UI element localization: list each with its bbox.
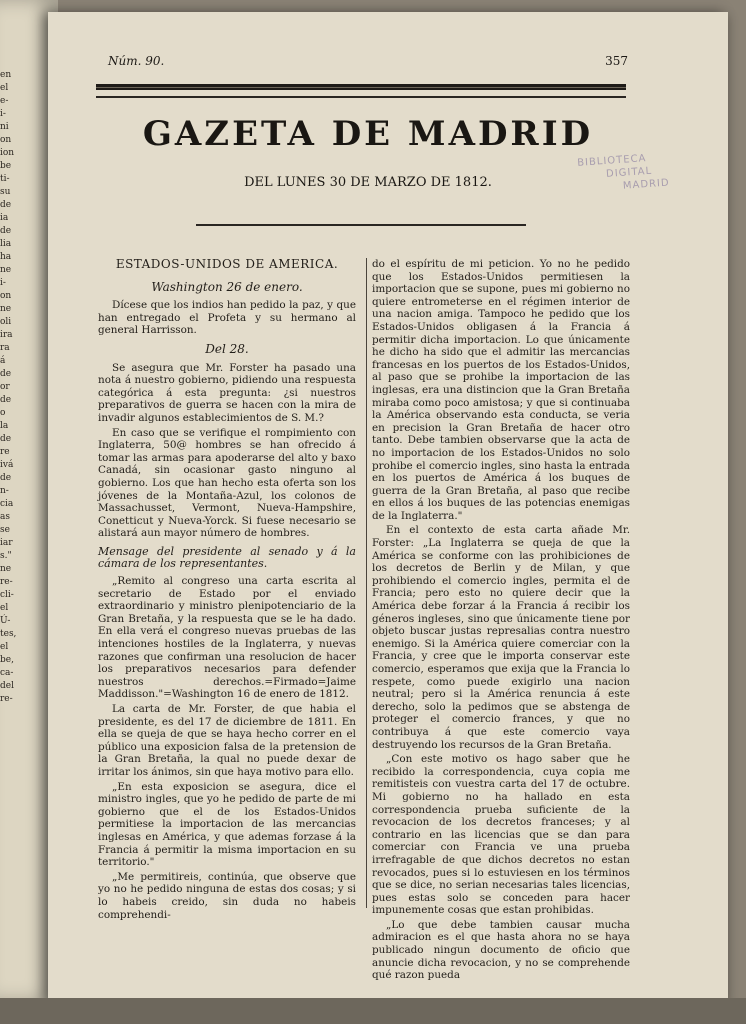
left-page-fragment: or bbox=[0, 382, 10, 392]
left-page-fragment: lia bbox=[0, 239, 12, 249]
left-page-fragment: su bbox=[0, 187, 11, 197]
stamp-line-3: MADRID bbox=[622, 177, 671, 192]
issue-number: Núm. 90. bbox=[108, 54, 165, 68]
header-rule bbox=[96, 84, 626, 90]
left-page-fragment: e- bbox=[0, 96, 9, 106]
left-page-fragment: de bbox=[0, 369, 12, 379]
left-page-fragment: i- bbox=[0, 278, 6, 288]
left-page-fragment: el bbox=[0, 83, 9, 93]
library-stamp bbox=[577, 147, 719, 196]
left-page-fragment: á bbox=[0, 356, 6, 366]
left-page-fragment: ca- bbox=[0, 668, 14, 678]
left-page-fragment: re- bbox=[0, 694, 13, 704]
dateline-del-28: Del 28. bbox=[205, 341, 249, 356]
left-page-fragment: ti- bbox=[0, 174, 10, 184]
page-number: 357 bbox=[605, 54, 628, 68]
paragraph: En caso que se verifique el rompimiento con Inglaterra, 50@ hombres se han ofrecido á tomar las armas para apoderarse del alto y baxo Canadá, sin ocasionar gasto ninguno al gobierno. Los que han hecho esta oferta son los jóvenes de la Montaña-Azul, los colonos de Massachusset, Vermont, Nueva-Hampshire, Conetticut y Nueva-Yorck. Si fuese necesario se alistará aun mayor número de hombres. bbox=[98, 426, 356, 540]
paragraph: do el espíritu de mi peticion. Yo no he pedido que los Estados-Unidos permitiesen la importacion que se supone, pues mi gobierno no quiere entrometerse en el régimen interior de una nacion amiga. Tampoco he pedido que los Estados-Unidos obligasen á la Francia á permitir dicha importacion. Lo que únicamente he dicho ha sido que el admitir las mercancias francesas en los puertos de los Estados-Unidos, al paso que se prohibe la importacion de las inglesas, era una distincion que la Gran Bretaña miraba como poco amistosa; y que si continuaba la América observando esta conducta, se veria en precision la Gran Bretaña de hacer otro tanto. Debe tambien observarse que la acta de no importacion de los Estados-Unidos no solo prohibe el comercio ingles, sino hasta la entrada en los puertos de América á los buques de guerra de la Gran Bretaña, al paso que recibe en ellos á los buques de las potencias enemigas de la Inglaterra." bbox=[372, 258, 630, 522]
column-divider bbox=[366, 258, 367, 908]
left-page-fragment: de bbox=[0, 473, 12, 483]
left-column bbox=[98, 258, 356, 923]
header-rule-thin bbox=[96, 96, 626, 98]
date-rule bbox=[196, 224, 526, 226]
left-page-fragment: iar bbox=[0, 538, 13, 548]
left-page-fragment: ne bbox=[0, 304, 12, 314]
left-page-fragment: o bbox=[0, 408, 6, 418]
paragraph: „Lo que debe tambien causar mucha admiracion es el que hasta ahora no se haya publicado ningun documento de oficio que anuncie dicha revocacion, y no se comprehende qué razon pueda bbox=[372, 918, 630, 982]
right-column bbox=[372, 258, 630, 984]
left-page-fragment: del bbox=[0, 681, 14, 691]
message-heading: Mensage del presidente al senado y á la cámara de los representantes. bbox=[98, 544, 356, 571]
section-title: ESTADOS-UNIDOS DE AMERICA. bbox=[115, 257, 339, 271]
left-page-fragment: ni bbox=[0, 122, 9, 132]
left-page-fragment: be, bbox=[0, 655, 14, 665]
left-page-fragment: el bbox=[0, 642, 9, 652]
left-page-fragment: ha bbox=[0, 252, 12, 262]
left-page-fragment: cli- bbox=[0, 590, 14, 600]
left-page-fragment: re- bbox=[0, 577, 13, 587]
newspaper-page bbox=[48, 12, 728, 1002]
left-page-fragment: ne bbox=[0, 564, 12, 574]
left-page-fragment: as bbox=[0, 512, 10, 522]
paragraph: „Me permitireis, continúa, que observe que yo no he pedido ninguna de estas dos cosas; y si lo habeis creido, sin duda no habeis comprehendi- bbox=[98, 870, 356, 921]
masthead-title: GAZETA DE MADRID bbox=[142, 114, 594, 154]
left-page-fragment: on bbox=[0, 291, 12, 301]
left-page-fragment: en bbox=[0, 70, 12, 80]
paragraph: Se asegura que Mr. Forster ha pasado una nota á nuestro gobierno, pidiendo una respuesta categórica á esta pregunta: ¿si nuestros preparativos de guerra se hacen con la mira de invadir algunos establecimientos de S. M.? bbox=[98, 361, 356, 424]
left-page-fragment: la bbox=[0, 421, 9, 431]
left-page-fragment: de bbox=[0, 395, 12, 405]
left-page-fragment: el bbox=[0, 603, 9, 613]
left-page-fragment: se bbox=[0, 525, 10, 535]
table-surface bbox=[0, 998, 746, 1024]
stamp-line-1: BIBLIOTECA bbox=[576, 153, 647, 169]
paragraph: „En esta exposicion se asegura, dice el ministro ingles, que yo he pedido de parte de mi gobierno que el de los Estados-Unidos permitiese la importacion de las mercancias inglesas en América, y que ademas forzase á la Francia á permitir la misma importacion en su territorio." bbox=[98, 780, 356, 869]
dateline-washington: Washington 26 de enero. bbox=[151, 279, 303, 294]
issue-date: DEL LUNES 30 DE MARZO DE 1812. bbox=[244, 175, 492, 190]
left-page-fragment: i- bbox=[0, 109, 6, 119]
left-page-fragment: ra bbox=[0, 343, 10, 353]
left-page-fragment: be bbox=[0, 161, 12, 171]
paragraph: En el contexto de esta carta añade Mr. Forster: „La Inglaterra se queja de que la América se conforme con las prohibiciones de los decretos de Berlin y de Milan, y que prohibiendo el comercio ingles, permita el de Francia; pero esto no quiere decir que la América debe forzar á la Francia á recibir los géneros ingleses, sino que únicamente tiene por objeto buscar justas represalias contra nuestro enemigo. Si la América quiere comerciar con la Francia, y cree que le importa conservar este comercio, esperamos que exija que la Francia lo respete, como puede exigirlo una nacion neutral; pero si la América renuncia á este derecho, solo la pedimos que se abstenga de proteger el comercio frances, y que no contribuya á que este comercio vaya destruyendo los recursos de la Gran Bretaña. bbox=[372, 524, 630, 751]
left-page-fragment: ira bbox=[0, 330, 13, 340]
left-page-fragment: n- bbox=[0, 486, 9, 496]
left-page-fragment: oli bbox=[0, 317, 12, 327]
left-page-fragment: ion bbox=[0, 148, 15, 158]
paragraph: „Remito al congreso una carta escrita al secretario de Estado por el enviado extraordinario y ministro plenipotenciario de la Gran Bretaña, y la respuesta que se le ha dado. En ella verá el congreso nuevas pruebas de las intenciones hostiles de la Inglaterra, y nuevas razones que confirman una resolucion de hacer los preparativos necesarios para defender nuestros derechos.=Firmado=Jaime Maddisson."=Washington 16 de enero de 1812. bbox=[98, 575, 356, 701]
left-page-fragment: de bbox=[0, 434, 12, 444]
left-page-fragment: ne bbox=[0, 265, 12, 275]
paragraph: La carta de Mr. Forster, de que habia el presidente, es del 17 de diciembre de 1811. En ella se queja de que se haya hecho correr en el público una exposicion falsa de la pretension de la Gran Bretaña, la qual no puede dexar de irritar los ánimos, sin que haya motivo para ello. bbox=[98, 703, 356, 778]
left-page-fragment: tes, bbox=[0, 629, 17, 639]
left-page-fragment: de bbox=[0, 226, 12, 236]
left-page-fragment: ivá bbox=[0, 460, 14, 470]
left-page-fragment: s." bbox=[0, 551, 12, 561]
paragraph: Dícese que los indios han pedido la paz, y que han entregado el Profeta y su hermano al general Harrisson. bbox=[98, 299, 356, 337]
left-page-fragment: on bbox=[0, 135, 12, 145]
left-page-fragment: re bbox=[0, 447, 10, 457]
paragraph: „Con este motivo os hago saber que he recibido la correspondencia, cuya copia me remitisteis con vuestra carta del 17 de octubre. Mi gobierno no ha hallado en esta correspondencia prueba suficiente de la revocacion de los decretos franceses; y al contrario en las licencias que se dan para comerciar con Francia ve una prueba irrefragable de que dichos decretos no estan revocados, pues si lo estuviesen en los términos que se dice, no serian necesarias tales licencias, pues estas solo se conceden para hacer impunemente cosas que estan prohibidas. bbox=[372, 753, 630, 917]
left-page-fragment: cia bbox=[0, 499, 14, 509]
left-page-fragment: de bbox=[0, 200, 12, 210]
left-page-fragment: Ú- bbox=[0, 616, 11, 626]
stamp-line-2: DIGITAL bbox=[605, 165, 653, 180]
left-page-fragment: ia bbox=[0, 213, 9, 223]
